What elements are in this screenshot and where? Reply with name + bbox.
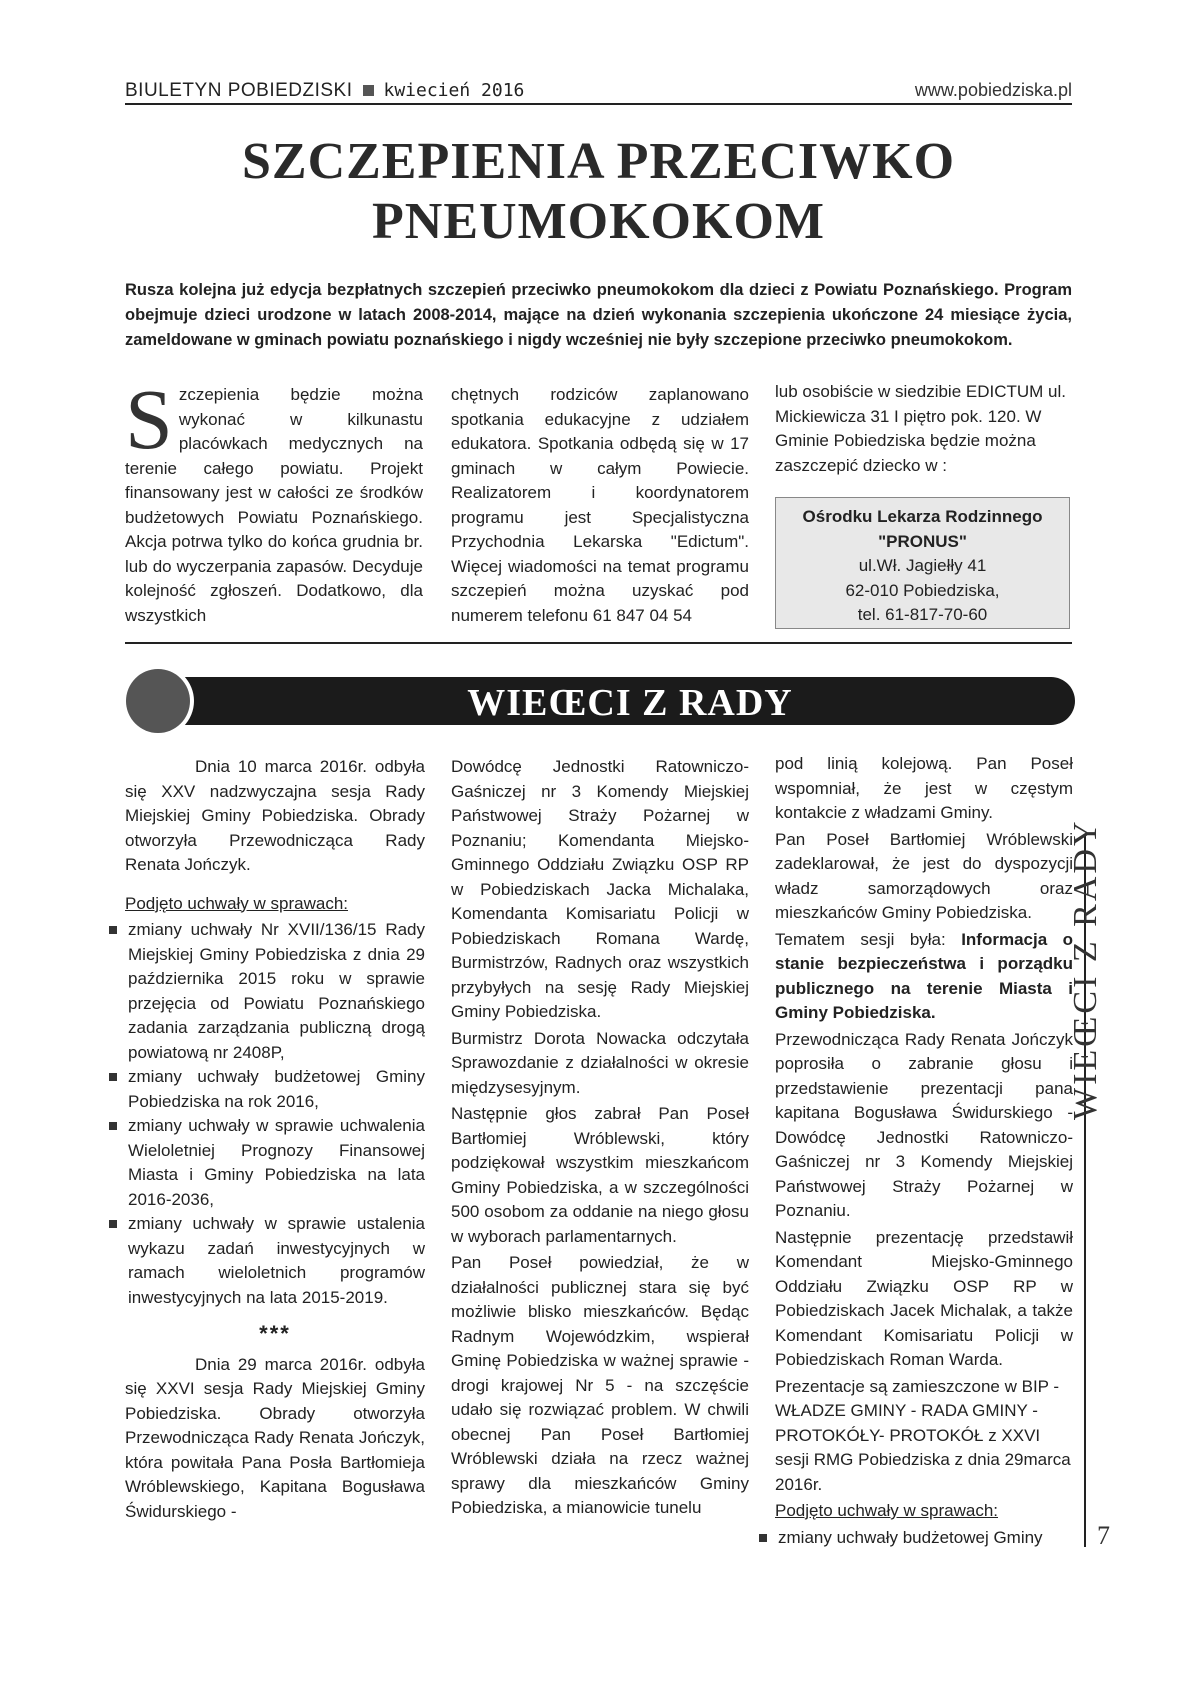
mp-contact-paragraph: pod linią kolejową. Pan Poseł wspomniał, że jest w częstym kontakcie z władzami Gminy. [775,754,1073,822]
council-column-1 [125,755,425,1526]
page-number: 7 [1097,1521,1110,1550]
clinic-brand: "PRONUS" [878,531,967,551]
mp-thanks-paragraph: Następnie głos zabrał Pan Poseł Bartłomiej Wróblewski, który podziękował wszystkim mieszkańcom Gminy Pobiedziska, a w szczególności 500 osobom za oddanie na niego głosu w wyborach parlamentarnych. [451,1104,749,1246]
separator-square [363,85,374,96]
clinic-info-box [775,497,1070,629]
council-column-3 [775,752,1073,1550]
article-column-2: chętnych rodziców zaplanowano spotkania edukacyjne z udziałem edukatora. Spotkania odbędą się w 17 gminach w całym Powiecie. Realizatorem i koordynatorem programu jest Specjalistyczna Przychodnia Lekarska "Edictum". Więcej wiadomości na temat programu szczepień można uzyskać pod numerem telefonu 61 847 04 54 [451,385,749,625]
session-paragraph-2: Dnia 29 marca 2016r. odbyła się XXVI sesja Rady Miejskiej Gminy Pobiedziska. Obrady otworzyła Przewodnicząca Rady Renata Jończyk, która powitała Pana Posła Bartłomieja Wróblewskiego, Kapitana Bogusława Świdurskiego - [125,1354,425,1521]
council-column-2 [451,755,749,1523]
topic-bold: Informacja o stanie bezpieczeństwa i porządku publicznego na terenie Miasta i Gminy Pobiedziska. [775,929,1073,1022]
list-item: zmiany uchwały w sprawie uchwalenia Wieloletniej Prognozy Finansowej Miasta i Gminy Pobiedziska na lata 2016-2036, [125,1114,425,1212]
session-topic-paragraph [775,928,1073,1026]
column-1-text: zczepienia będzie można wykonać w kilkunastu placówkach medycznych na terenie całego powiatu. Projekt finansowany jest w całości ze środków budżetowych Powiatu Poznańskiego. Akcja potrwa tylko do końca grudnia br. lub do wyczerpania zapasów. Decyduje kolejność zgłoszeń. Dodatkowo, dla wszystkich [125,385,423,625]
publication-name: BIULETYN POBIEDZISKI [125,80,353,101]
list-item: zmiany uchwały Nr XVII/136/15 Rady Miejskiej Gminy Pobiedziska z dnia 29 października 2015 roku w sprawie przejęcia od Powiatu Poznańskiego zadania zarządzania publiczną drogą powiatową nr 2408P, [125,918,425,1065]
article-lead: Rusza kolejna już edycja bezpłatnych szczepień przeciwko pneumokokom dla dzieci z Powiatu Poznańskiego. Program obejmuje dzieci urodzone w latach 2008-2014, mające na dzień wykonania szczepienia ukończone 24 miesiące życia, zameldowane w gminach powiatu poznańskiego i nigdy wcześniej nie były szczepione przeciwko pneumokokom. [125,281,1072,349]
mp-declaration-paragraph: Pan Poseł Bartłomiej Wróblewski zadeklarował, że jest do dyspozycji władz samorządowych oraz mieszkańców Gminy Pobiedziska. [775,829,1073,922]
side-section-label: WIEŒCI Z RADY [1067,818,1104,1120]
article-column-3: lub osobiście w siedzibie EDICTUM ul. Mickiewicza 31 I piętro pok. 120. W Gminie Pobiedziska będzie można zaszczepić dziecko w : [775,382,1066,475]
bip-paragraph: Prezentacje są zamieszczone w BIP - WŁADZE GMINY - RADA GMINY - PROTOKÓŁY- PROTOKÓŁ z XXVI sesji RMG Pobiedziska z dnia 29marca 2016r. [775,1376,1071,1494]
clinic-phone: tel. 61-817-70-60 [857,605,988,624]
session-paragraph-1: Dnia 10 marca 2016r. odbyła się XXV nadzwyczajna sesja Rady Miejskiej Gminy Pobiedziska. Obrady otworzyła Przewodnicząca Rady Renata Jończyk. [125,757,425,874]
drop-cap: S [125,371,173,467]
resolutions-heading-2: Podjęto uchwały w sprawach: [775,1501,999,1520]
list-item: zmiany uchwały budżetowej Gminy [775,1526,1073,1551]
clinic-name: Ośrodku Lekarza Rodzinnego [802,507,1043,526]
list-item: zmiany uchwały w sprawie ustalenia wykazu zadań inwestycyjnych w ramach wieloletnich programów inwestycyjnych na lata 2015-2019. [125,1212,425,1310]
clinic-city: 62-010 Pobiedziska, [845,580,1000,600]
article-column-1 [125,371,423,628]
resolutions-list [125,918,425,1310]
title-line-2: PNEUMOKOKOM [372,193,825,250]
header-rule [125,103,1072,105]
title-line-1: SZCZEPIENIA PRZECIWKO [241,133,956,190]
mp-statement-paragraph: Pan Poseł powiedział, że w działalności publicznej stara się być możliwie blisko mieszkańców. Będąc Radnym Wojewódzkim, wspierał Gminę Pobiedziska w ważnej sprawie - drogi krajowej Nr 5 - na szczęście udało się rozwiązać problem. W chwili obecnej Pan Poseł Bartłomiej Wróblewski działa na rzecz ważnej sprawy dla mieszkańców Gminy Pobiedziska, a mianowicie tunelu [451,1253,749,1517]
resolutions-list-2 [775,1526,1073,1551]
banner-circle [126,669,190,733]
osp-police-paragraph: Następnie prezentację przedstawił Komendant Miejsko-Gminnego Oddziału Związku OSP RP w Pobiedziskach Jacek Michalak, a także Komendant Komisariatu Policji w Pobiedziskach Roman Warda. [775,1227,1073,1369]
guests-paragraph: Dowódcę Jednostki Ratowniczo-Gaśniczej nr 3 Komendy Miejskiej Państwowej Straży Pożarnej w Poznaniu; Komendanta Miejsko-Gminnego Oddziału Związku OSP RP w Pobiedziskach Jacka Michalaka, Komendanta Komisariatu Policji w Pobiedziskach Romana Wardę, Burmistrzów, Radnych oraz wszystkich przybyłych na sesję Rady Miejskiej Gminy Pobiedziska. [451,757,749,1021]
resolutions-heading: Podjęto uchwały w sprawach: [125,893,349,913]
fire-presentation-paragraph: Przewodnicząca Rady Renata Jończyk poprosiła o zabranie głosu i przedstawienie prezentacji pana kapitana Bogusława Świdurskiego - Dowódcę Jednostki Ratowniczo-Gaśniczej nr 3 Komendy Miejskiej Państwowej Straży Pożarnej w Poznaniu. [775,1029,1073,1220]
list-item: zmiany uchwały budżetowej Gminy Pobiedziska na rok 2016, [125,1065,425,1114]
mayor-report-paragraph: Burmistrz Dorota Nowacka odczytała Sprawozdanie z działalności w okresie międzysesyjnym. [451,1028,749,1097]
topic-intro: Tematem sesji była: [775,929,962,949]
section-separator: *** [259,1321,291,1346]
running-header [125,80,524,102]
issue-date: kwiecień 2016 [383,80,525,101]
section-rule [125,642,1072,644]
website-link[interactable]: www.pobiedziska.pl [914,80,1072,100]
article-title [125,132,1072,252]
section-title: WIEŒCI Z RADY [467,682,793,724]
clinic-street: ul.Wł. Jagiełły 41 [858,556,987,575]
